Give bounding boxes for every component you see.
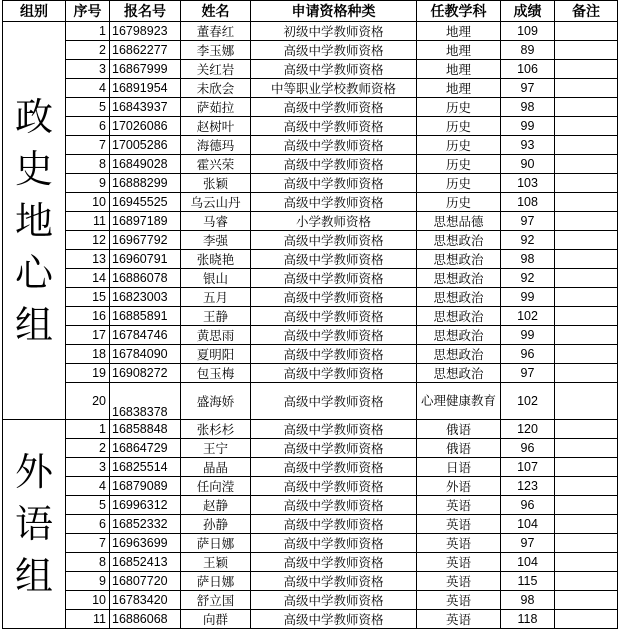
subject-cell: 历史	[417, 193, 501, 212]
note-cell	[555, 326, 618, 345]
reg-number-cell: 16843937	[110, 98, 181, 117]
seq-cell: 5	[66, 496, 110, 515]
name-cell: 夏明阳	[181, 345, 251, 364]
subject-cell: 思想品德	[417, 212, 501, 231]
name-cell: 盛海娇	[181, 383, 251, 420]
score-cell: 89	[501, 41, 555, 60]
group-label: 外语组	[3, 420, 66, 629]
score-cell: 96	[501, 439, 555, 458]
note-cell	[555, 41, 618, 60]
name-cell: 乌云山丹	[181, 193, 251, 212]
reg-number-cell: 16858848	[110, 420, 181, 439]
seq-cell: 9	[66, 572, 110, 591]
name-cell: 五月	[181, 288, 251, 307]
header-row	[3, 1, 618, 22]
cert-type-cell: 高级中学教师资格	[251, 515, 417, 534]
cert-type-cell: 高级中学教师资格	[251, 326, 417, 345]
seq-cell: 4	[66, 477, 110, 496]
score-cell: 98	[501, 591, 555, 610]
reg-number-cell: 16783420	[110, 591, 181, 610]
table-row	[3, 79, 618, 98]
reg-number-cell: 16867999	[110, 60, 181, 79]
col-header-score: 成绩	[501, 1, 555, 22]
name-cell: 任向滢	[181, 477, 251, 496]
score-cell: 97	[501, 364, 555, 383]
col-header-subject: 任教学科	[417, 1, 501, 22]
table-row	[3, 477, 618, 496]
seq-cell: 20	[66, 383, 110, 420]
name-cell: 未欣会	[181, 79, 251, 98]
seq-cell: 1	[66, 420, 110, 439]
table-row	[3, 22, 618, 41]
col-header-cert: 申请资格种类	[251, 1, 417, 22]
table-row	[3, 364, 618, 383]
col-header-seq: 序号	[66, 1, 110, 22]
name-cell: 萨茹拉	[181, 98, 251, 117]
reg-number-cell: 16891954	[110, 79, 181, 98]
score-table	[2, 0, 618, 629]
subject-cell: 历史	[417, 155, 501, 174]
seq-cell: 12	[66, 231, 110, 250]
table-row	[3, 345, 618, 364]
table-row	[3, 288, 618, 307]
score-cell: 97	[501, 534, 555, 553]
cert-type-cell: 高级中学教师资格	[251, 439, 417, 458]
subject-cell: 思想政治	[417, 269, 501, 288]
score-cell: 93	[501, 136, 555, 155]
score-cell: 102	[501, 383, 555, 420]
cert-type-cell: 高级中学教师资格	[251, 420, 417, 439]
reg-number-cell: 16862277	[110, 41, 181, 60]
cert-type-cell: 高级中学教师资格	[251, 136, 417, 155]
name-cell: 马睿	[181, 212, 251, 231]
name-cell: 晶晶	[181, 458, 251, 477]
table-row	[3, 458, 618, 477]
cert-type-cell: 高级中学教师资格	[251, 496, 417, 515]
reg-number-cell: 17005286	[110, 136, 181, 155]
cert-type-cell: 高级中学教师资格	[251, 553, 417, 572]
name-cell: 李玉娜	[181, 41, 251, 60]
score-cell: 102	[501, 307, 555, 326]
name-cell: 张晓艳	[181, 250, 251, 269]
cert-type-cell: 高级中学教师资格	[251, 250, 417, 269]
cert-type-cell: 高级中学教师资格	[251, 231, 417, 250]
note-cell	[555, 269, 618, 288]
cert-type-cell: 高级中学教师资格	[251, 383, 417, 420]
table-row	[3, 591, 618, 610]
score-cell: 99	[501, 288, 555, 307]
score-cell: 118	[501, 610, 555, 629]
reg-number-cell: 16823003	[110, 288, 181, 307]
seq-cell: 18	[66, 345, 110, 364]
table-row	[3, 60, 618, 79]
name-cell: 张颖	[181, 174, 251, 193]
score-cell: 92	[501, 231, 555, 250]
note-cell	[555, 231, 618, 250]
score-cell: 120	[501, 420, 555, 439]
name-cell: 赵静	[181, 496, 251, 515]
note-cell	[555, 193, 618, 212]
seq-cell: 2	[66, 41, 110, 60]
subject-cell: 地理	[417, 60, 501, 79]
cert-type-cell: 高级中学教师资格	[251, 477, 417, 496]
reg-number-cell: 16897189	[110, 212, 181, 231]
subject-cell: 英语	[417, 591, 501, 610]
seq-cell: 15	[66, 288, 110, 307]
seq-cell: 11	[66, 610, 110, 629]
reg-number-cell: 16888299	[110, 174, 181, 193]
name-cell: 向群	[181, 610, 251, 629]
seq-cell: 6	[66, 117, 110, 136]
cert-type-cell: 高级中学教师资格	[251, 610, 417, 629]
table-row	[3, 155, 618, 174]
note-cell	[555, 553, 618, 572]
seq-cell: 19	[66, 364, 110, 383]
reg-number-cell: 16784746	[110, 326, 181, 345]
cert-type-cell: 高级中学教师资格	[251, 269, 417, 288]
name-cell: 赵树叶	[181, 117, 251, 136]
seq-cell: 16	[66, 307, 110, 326]
note-cell	[555, 174, 618, 193]
score-cell: 115	[501, 572, 555, 591]
note-cell	[555, 515, 618, 534]
name-cell: 银山	[181, 269, 251, 288]
note-cell	[555, 458, 618, 477]
col-header-name: 姓名	[181, 1, 251, 22]
cert-type-cell: 高级中学教师资格	[251, 98, 417, 117]
score-cell: 99	[501, 326, 555, 345]
score-cell: 98	[501, 98, 555, 117]
subject-cell: 心理健康教育	[417, 383, 501, 420]
cert-type-cell: 高级中学教师资格	[251, 458, 417, 477]
reg-number-cell: 16967792	[110, 231, 181, 250]
table-row	[3, 326, 618, 345]
seq-cell: 8	[66, 155, 110, 174]
cert-type-cell: 高级中学教师资格	[251, 591, 417, 610]
table-row	[3, 496, 618, 515]
seq-cell: 14	[66, 269, 110, 288]
subject-cell: 英语	[417, 534, 501, 553]
subject-cell: 思想政治	[417, 307, 501, 326]
name-cell: 萨日娜	[181, 534, 251, 553]
seq-cell: 11	[66, 212, 110, 231]
note-cell	[555, 60, 618, 79]
name-cell: 王宁	[181, 439, 251, 458]
table-row	[3, 307, 618, 326]
note-cell	[555, 212, 618, 231]
seq-cell: 10	[66, 193, 110, 212]
cert-type-cell: 高级中学教师资格	[251, 174, 417, 193]
reg-number-cell: 16807720	[110, 572, 181, 591]
table-row	[3, 117, 618, 136]
note-cell	[555, 439, 618, 458]
table-row	[3, 250, 618, 269]
name-cell: 关红岩	[181, 60, 251, 79]
name-cell: 黄思雨	[181, 326, 251, 345]
subject-cell: 思想政治	[417, 326, 501, 345]
table-row	[3, 41, 618, 60]
cert-type-cell: 高级中学教师资格	[251, 117, 417, 136]
cert-type-cell: 中等职业学校教师资格	[251, 79, 417, 98]
seq-cell: 6	[66, 515, 110, 534]
score-cell: 97	[501, 79, 555, 98]
seq-cell: 7	[66, 136, 110, 155]
reg-number-cell: 17026086	[110, 117, 181, 136]
score-cell: 97	[501, 212, 555, 231]
reg-number-cell: 16798923	[110, 22, 181, 41]
name-cell: 孙静	[181, 515, 251, 534]
subject-cell: 俄语	[417, 439, 501, 458]
cert-type-cell: 小学教师资格	[251, 212, 417, 231]
reg-number-cell: 16825514	[110, 458, 181, 477]
note-cell	[555, 477, 618, 496]
reg-number-cell: 16838378	[110, 383, 181, 420]
note-cell	[555, 307, 618, 326]
table-row	[3, 212, 618, 231]
note-cell	[555, 288, 618, 307]
subject-cell: 地理	[417, 22, 501, 41]
seq-cell: 3	[66, 458, 110, 477]
seq-cell: 8	[66, 553, 110, 572]
reg-number-cell: 16963699	[110, 534, 181, 553]
score-cell: 107	[501, 458, 555, 477]
cert-type-cell: 高级中学教师资格	[251, 41, 417, 60]
subject-cell: 思想政治	[417, 345, 501, 364]
seq-cell: 7	[66, 534, 110, 553]
cert-type-cell: 高级中学教师资格	[251, 534, 417, 553]
table-row	[3, 420, 618, 439]
note-cell	[555, 383, 618, 420]
reg-number-cell: 16908272	[110, 364, 181, 383]
score-cell: 98	[501, 250, 555, 269]
subject-cell: 英语	[417, 610, 501, 629]
score-cell: 109	[501, 22, 555, 41]
note-cell	[555, 22, 618, 41]
col-header-reg: 报名号	[110, 1, 181, 22]
score-cell: 99	[501, 117, 555, 136]
reg-number-cell: 16996312	[110, 496, 181, 515]
score-cell: 96	[501, 496, 555, 515]
subject-cell: 英语	[417, 572, 501, 591]
seq-cell: 3	[66, 60, 110, 79]
name-cell: 舒立国	[181, 591, 251, 610]
score-cell: 96	[501, 345, 555, 364]
reg-number-cell: 16864729	[110, 439, 181, 458]
score-cell: 103	[501, 174, 555, 193]
subject-cell: 思想政治	[417, 364, 501, 383]
score-cell: 104	[501, 553, 555, 572]
subject-cell: 历史	[417, 117, 501, 136]
table-row	[3, 534, 618, 553]
table-row	[3, 269, 618, 288]
cert-type-cell: 高级中学教师资格	[251, 60, 417, 79]
subject-cell: 历史	[417, 136, 501, 155]
cert-type-cell: 高级中学教师资格	[251, 307, 417, 326]
name-cell: 海德玛	[181, 136, 251, 155]
subject-cell: 思想政治	[417, 250, 501, 269]
subject-cell: 历史	[417, 98, 501, 117]
score-cell: 123	[501, 477, 555, 496]
reg-number-cell: 16945525	[110, 193, 181, 212]
name-cell: 霍兴荣	[181, 155, 251, 174]
reg-number-cell: 16852413	[110, 553, 181, 572]
note-cell	[555, 117, 618, 136]
seq-cell: 5	[66, 98, 110, 117]
note-cell	[555, 136, 618, 155]
table-row	[3, 515, 618, 534]
seq-cell: 9	[66, 174, 110, 193]
cert-type-cell: 高级中学教师资格	[251, 288, 417, 307]
note-cell	[555, 591, 618, 610]
table-row	[3, 193, 618, 212]
note-cell	[555, 496, 618, 515]
name-cell: 萨日娜	[181, 572, 251, 591]
reg-number-cell: 16849028	[110, 155, 181, 174]
note-cell	[555, 420, 618, 439]
name-cell: 包玉梅	[181, 364, 251, 383]
subject-cell: 地理	[417, 41, 501, 60]
reg-number-cell: 16960791	[110, 250, 181, 269]
cert-type-cell: 高级中学教师资格	[251, 155, 417, 174]
note-cell	[555, 155, 618, 174]
reg-number-cell: 16879089	[110, 477, 181, 496]
table-row	[3, 136, 618, 155]
seq-cell: 13	[66, 250, 110, 269]
score-cell: 106	[501, 60, 555, 79]
subject-cell: 历史	[417, 174, 501, 193]
reg-number-cell: 16852332	[110, 515, 181, 534]
name-cell: 王颖	[181, 553, 251, 572]
name-cell: 李强	[181, 231, 251, 250]
note-cell	[555, 572, 618, 591]
score-cell: 104	[501, 515, 555, 534]
note-cell	[555, 98, 618, 117]
table-row	[3, 231, 618, 250]
group-label: 政史地心组	[3, 22, 66, 420]
note-cell	[555, 79, 618, 98]
name-cell: 王静	[181, 307, 251, 326]
table-row	[3, 439, 618, 458]
reg-number-cell: 16886068	[110, 610, 181, 629]
cert-type-cell: 初级中学教师资格	[251, 22, 417, 41]
table-row	[3, 174, 618, 193]
table-row	[3, 572, 618, 591]
reg-number-cell: 16885891	[110, 307, 181, 326]
subject-cell: 俄语	[417, 420, 501, 439]
table-row	[3, 383, 618, 420]
cert-type-cell: 高级中学教师资格	[251, 572, 417, 591]
cert-type-cell: 高级中学教师资格	[251, 345, 417, 364]
subject-cell: 英语	[417, 515, 501, 534]
table-row	[3, 553, 618, 572]
note-cell	[555, 364, 618, 383]
subject-cell: 英语	[417, 553, 501, 572]
subject-cell: 地理	[417, 79, 501, 98]
name-cell: 张杉杉	[181, 420, 251, 439]
table-row	[3, 98, 618, 117]
score-cell: 108	[501, 193, 555, 212]
subject-cell: 思想政治	[417, 231, 501, 250]
col-header-note: 备注	[555, 1, 618, 22]
note-cell	[555, 250, 618, 269]
seq-cell: 1	[66, 22, 110, 41]
seq-cell: 17	[66, 326, 110, 345]
cert-type-cell: 高级中学教师资格	[251, 193, 417, 212]
subject-cell: 思想政治	[417, 288, 501, 307]
col-header-group: 组别	[3, 1, 66, 22]
subject-cell: 日语	[417, 458, 501, 477]
seq-cell: 10	[66, 591, 110, 610]
reg-number-cell: 16784090	[110, 345, 181, 364]
score-cell: 90	[501, 155, 555, 174]
score-cell: 92	[501, 269, 555, 288]
name-cell: 董春红	[181, 22, 251, 41]
subject-cell: 英语	[417, 496, 501, 515]
reg-number-cell: 16886078	[110, 269, 181, 288]
cert-type-cell: 高级中学教师资格	[251, 364, 417, 383]
note-cell	[555, 534, 618, 553]
seq-cell: 4	[66, 79, 110, 98]
subject-cell: 外语	[417, 477, 501, 496]
note-cell	[555, 345, 618, 364]
seq-cell: 2	[66, 439, 110, 458]
